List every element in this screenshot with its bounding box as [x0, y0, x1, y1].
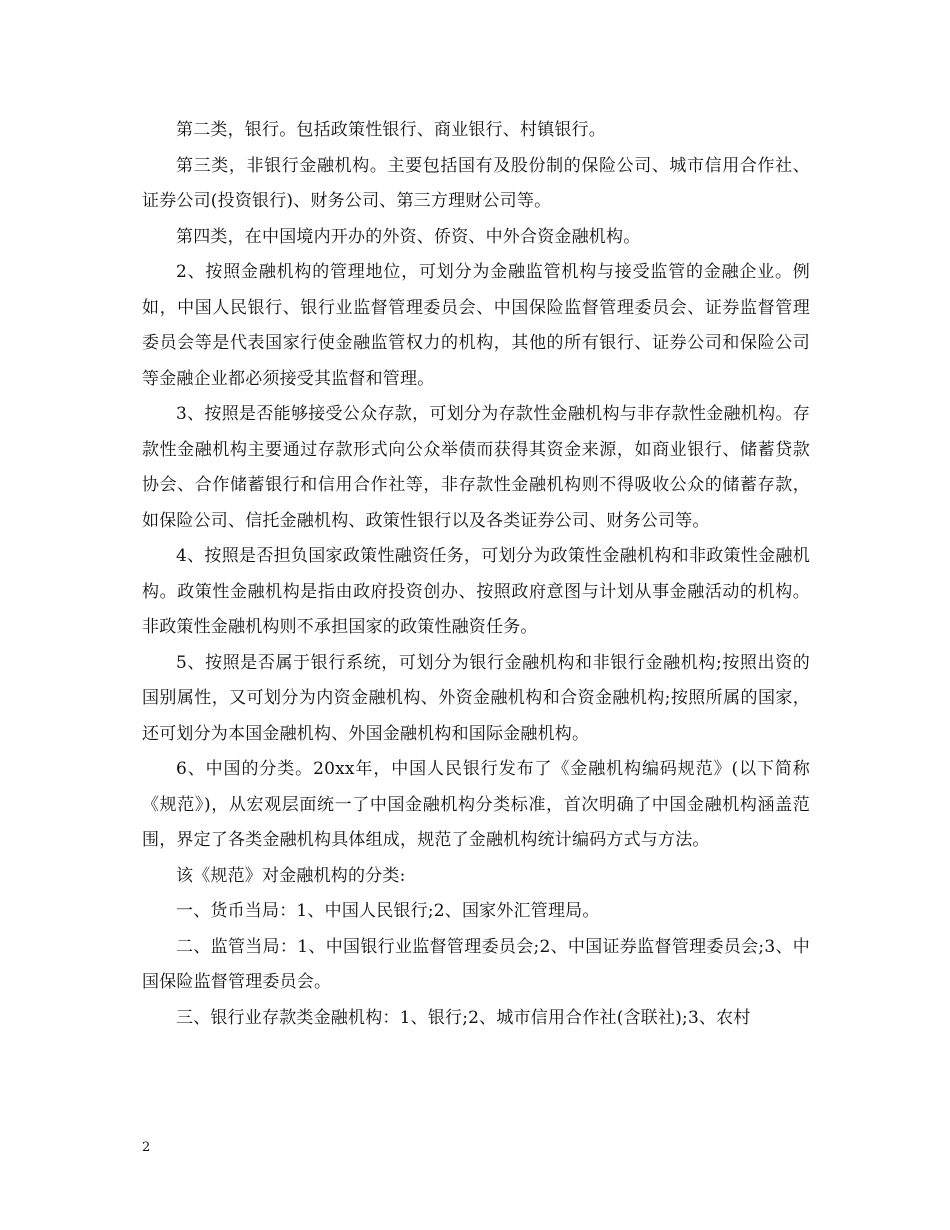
document-body: [142, 113, 810, 1036]
paragraph-norm-classification-intro: 该《规范》对金融机构的分类:: [176, 865, 406, 886]
paragraph-non-bank-category: 第三类，非银行金融机构。主要包括国有及股份制的保险公司、城市信用合作社、证券公司(投资银行)、财务公司、第三方理财公司等。: [142, 155, 810, 211]
paragraph-deposit-institutions: 三、银行业存款类金融机构：1、银行;2、城市信用合作社(含联社);3、农村: [176, 1007, 751, 1028]
paragraph-deposit-acceptance: 3、按照是否能够接受公众存款，可划分为存款性金融机构与非存款性金融机构。存款性金融机构主要通过存款形式向公众举债而获得其资金来源，如商业银行、储蓄贷款协会、合作储蓄银行和信用合作社等，非存款性金融机构则不得吸收公众的储蓄存款，如保险公司、信托金融机构、政策性银行以及各类证券公司、财务公司等。: [142, 404, 810, 531]
paragraph-foreign-category: 第四类，在中国境内开办的外资、侨资、中外合资金融机构。: [176, 226, 641, 247]
paragraph-regulatory-authority: 二、监管当局：1、中国银行业监督管理委员会;2、中国证券监督管理委员会;3、中国保险监督管理委员会。: [142, 936, 810, 992]
paragraph-bank-category: 第二类，银行。包括政策性银行、商业银行、村镇银行。: [176, 120, 606, 140]
paragraph-management-status: 2、按照金融机构的管理地位，可划分为金融监管机构与接受监管的金融企业。例如，中国人民银行、银行业监督管理委员会、中国保险监督管理委员会、证券监督管理委员会等是代表国家行使金融监管权力的机构，其他的所有银行、证券公司和保险公司等金融企业都必须接受其监督和管理。: [142, 262, 810, 389]
paragraph-policy-financing: 4、按照是否担负国家政策性融资任务，可划分为政策性金融机构和非政策性金融机构。政策性金融机构是指由政府投资创办、按照政府意图与计划从事金融活动的机构。非政策性金融机构则不承担国家的政策性融资任务。: [142, 546, 810, 637]
page-number: 2: [142, 1140, 151, 1155]
paragraph-monetary-authority: 一、货币当局：1、中国人民银行;2、国家外汇管理局。: [176, 901, 600, 921]
paragraph-banking-system: 5、按照是否属于银行系统，可划分为银行金融机构和非银行金融机构;按照出资的国别属性，又可划分为内资金融机构、外资金融机构和合资金融机构;按照所属的国家，还可划分为本国金融机构、外国金融机构和国际金融机构。: [142, 652, 810, 744]
paragraph-china-classification: 6、中国的分类。20xx年，中国人民银行发布了《金融机构编码规范》(以下简称《规范》)，从宏观层面统一了中国金融机构分类标准，首次明确了中国金融机构涵盖范围，界定了各类金融机构具体组成，规范了金融机构统计编码方式与方法。: [142, 759, 810, 850]
